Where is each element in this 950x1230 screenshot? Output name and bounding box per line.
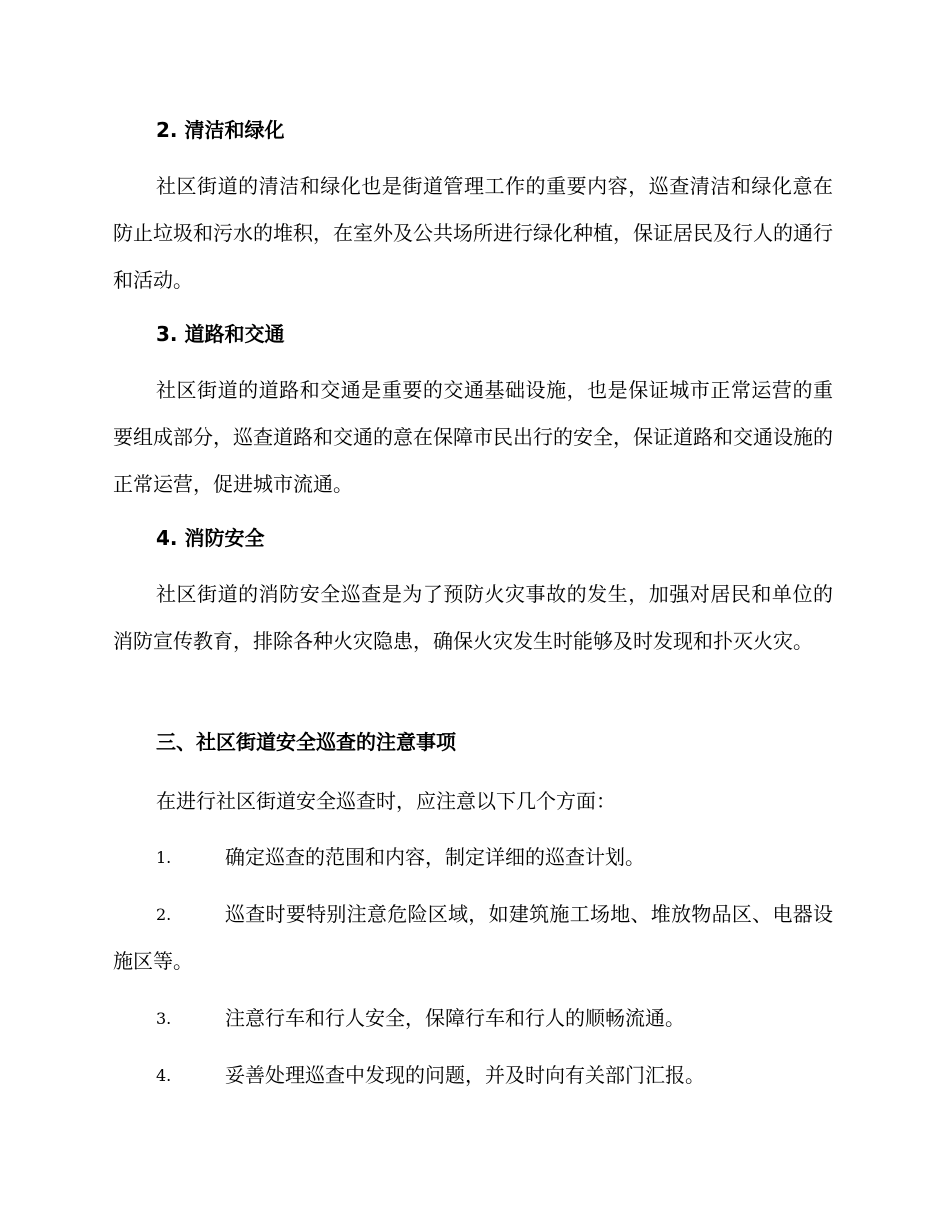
list-number: 3. — [156, 1009, 172, 1028]
section-heading-cleaning: 2. 清洁和绿化 — [156, 118, 285, 142]
list-item — [113, 891, 833, 985]
section-heading-traffic: 3. 道路和交通 — [156, 322, 285, 346]
section-heading-fire: 4. 消防安全 — [156, 526, 265, 550]
list-number: 4. — [156, 1066, 172, 1085]
paragraph-fire: 社区街道的消防安全巡查是为了预防火灾事故的发生，加强对居民和单位的消防宣传教育，排除各种火灾隐患，确保火灾发生时能够及时发现和扑灭火灾。 — [113, 582, 833, 653]
notes-intro: 在进行社区街道安全巡查时，应注意以下几个方面： — [156, 789, 616, 813]
list-text: 注意行车和行人安全，保障行车和行人的顺畅流通。 — [225, 1006, 685, 1030]
list-text: 确定巡查的范围和内容，制定详细的巡查计划。 — [225, 845, 645, 869]
chapter-heading-notes: 三、社区街道安全巡查的注意事项 — [156, 730, 456, 754]
paragraph-cleaning: 社区街道的清洁和绿化也是街道管理工作的重要内容，巡查清洁和绿化意在防止垃圾和污水的堆积，在室外及公共场所进行绿化种植，保证居民及行人的通行和活动。 — [113, 174, 833, 292]
paragraph-traffic: 社区街道的道路和交通是重要的交通基础设施，也是保证城市正常运营的重要组成部分，巡查道路和交通的意在保障市民出行的安全，保证道路和交通设施的正常运营，促进城市流通。 — [113, 378, 833, 496]
list-text: 妥善处理巡查中发现的问题，并及时向有关部门汇报。 — [225, 1063, 705, 1087]
list-text: 巡查时要特别注意危险区域，如建筑施工场地、堆放物品区、电器设施区等。 — [113, 902, 833, 973]
list-item — [113, 995, 833, 1042]
list-number: 2. — [156, 905, 172, 924]
list-item — [113, 1052, 833, 1099]
list-item — [113, 834, 833, 881]
list-number: 1. — [156, 848, 172, 867]
